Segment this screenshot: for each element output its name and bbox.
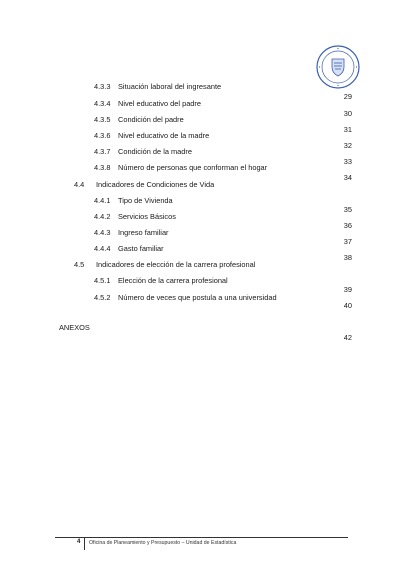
page-number: 30: [343, 109, 352, 118]
page-number: 42: [343, 333, 352, 342]
footer-divider: [55, 537, 348, 538]
toc-item-number: 4.4.2: [94, 212, 111, 221]
footer-separator: [84, 538, 85, 550]
page-number: 33: [343, 157, 352, 166]
toc-item-title: Indicadores de Condiciones de Vida: [96, 180, 215, 189]
toc-item[interactable]: [94, 244, 164, 253]
toc-item-title: Nivel educativo del padre: [118, 99, 201, 108]
page-number: 37: [343, 237, 352, 246]
toc-item-number: 4.4: [74, 180, 85, 189]
toc-item-number: 4.5.1: [94, 276, 111, 285]
toc-item-title: Elección de la carrera profesional: [118, 276, 228, 285]
page-number: 38: [343, 253, 352, 262]
toc-item[interactable]: [94, 196, 173, 205]
toc-item-title: Número de personas que conforman el hogar: [118, 163, 268, 172]
university-seal-icon: [316, 45, 360, 89]
toc-item[interactable]: [94, 293, 277, 302]
toc-item-number: 4.3.6: [94, 131, 111, 140]
page-number: 39: [343, 285, 352, 294]
toc-item[interactable]: [94, 163, 267, 172]
toc-item[interactable]: [94, 115, 184, 124]
toc-item-number: 4.4.3: [94, 228, 111, 237]
page-number: 29: [343, 92, 352, 101]
page-number: 35: [343, 205, 352, 214]
toc-item-title: Tipo de Vivienda: [118, 196, 173, 205]
toc-item-title: Gasto familiar: [118, 244, 164, 253]
toc-item[interactable]: [94, 228, 169, 237]
page-number: 36: [343, 221, 352, 230]
page-number: 31: [343, 125, 352, 134]
toc-item-title: Número de veces que postula a una universidad: [118, 293, 277, 302]
footer-text: Oficina de Planeamiento y Presupuesto – Unidad de Estadística: [89, 540, 237, 546]
toc-item-number: 4.3.7: [94, 147, 111, 156]
toc-item-title: Servicios Básicos: [118, 212, 176, 221]
toc-item-title: Ingreso familiar: [118, 228, 169, 237]
toc-item-title: Indicadores de elección de la carrera profesional: [96, 260, 256, 269]
toc-item-number: 4.3.3: [94, 82, 111, 91]
toc-item-number: 4.4.4: [94, 244, 111, 253]
toc-item[interactable]: [74, 180, 214, 189]
toc-item[interactable]: [94, 131, 209, 140]
toc-item-title: Condición del padre: [118, 115, 184, 124]
toc-item-anexos[interactable]: ANEXOS: [59, 323, 90, 332]
toc-item[interactable]: [94, 99, 201, 108]
toc-item-title: Situación laboral del ingresante: [118, 82, 222, 91]
toc-item-number: 4.3.8: [94, 163, 111, 172]
toc-item[interactable]: [94, 82, 221, 91]
toc-item[interactable]: [94, 147, 192, 156]
toc-item-title: Nivel educativo de la madre: [118, 131, 210, 140]
toc-item[interactable]: [74, 260, 255, 269]
page-number: 34: [343, 173, 352, 182]
toc-item-number: 4.5.2: [94, 293, 111, 302]
page-number: 40: [343, 301, 352, 310]
toc-item-number: 4.3.4: [94, 99, 111, 108]
toc-item[interactable]: [94, 276, 228, 285]
toc-item-title: Condición de la madre: [118, 147, 192, 156]
toc-item-number: 4.3.5: [94, 115, 111, 124]
footer-page-number: 4: [77, 539, 81, 545]
page-number: 32: [343, 141, 352, 150]
toc-item-number: 4.5: [74, 260, 85, 269]
toc-item-number: 4.4.1: [94, 196, 111, 205]
toc-item[interactable]: [94, 212, 176, 221]
